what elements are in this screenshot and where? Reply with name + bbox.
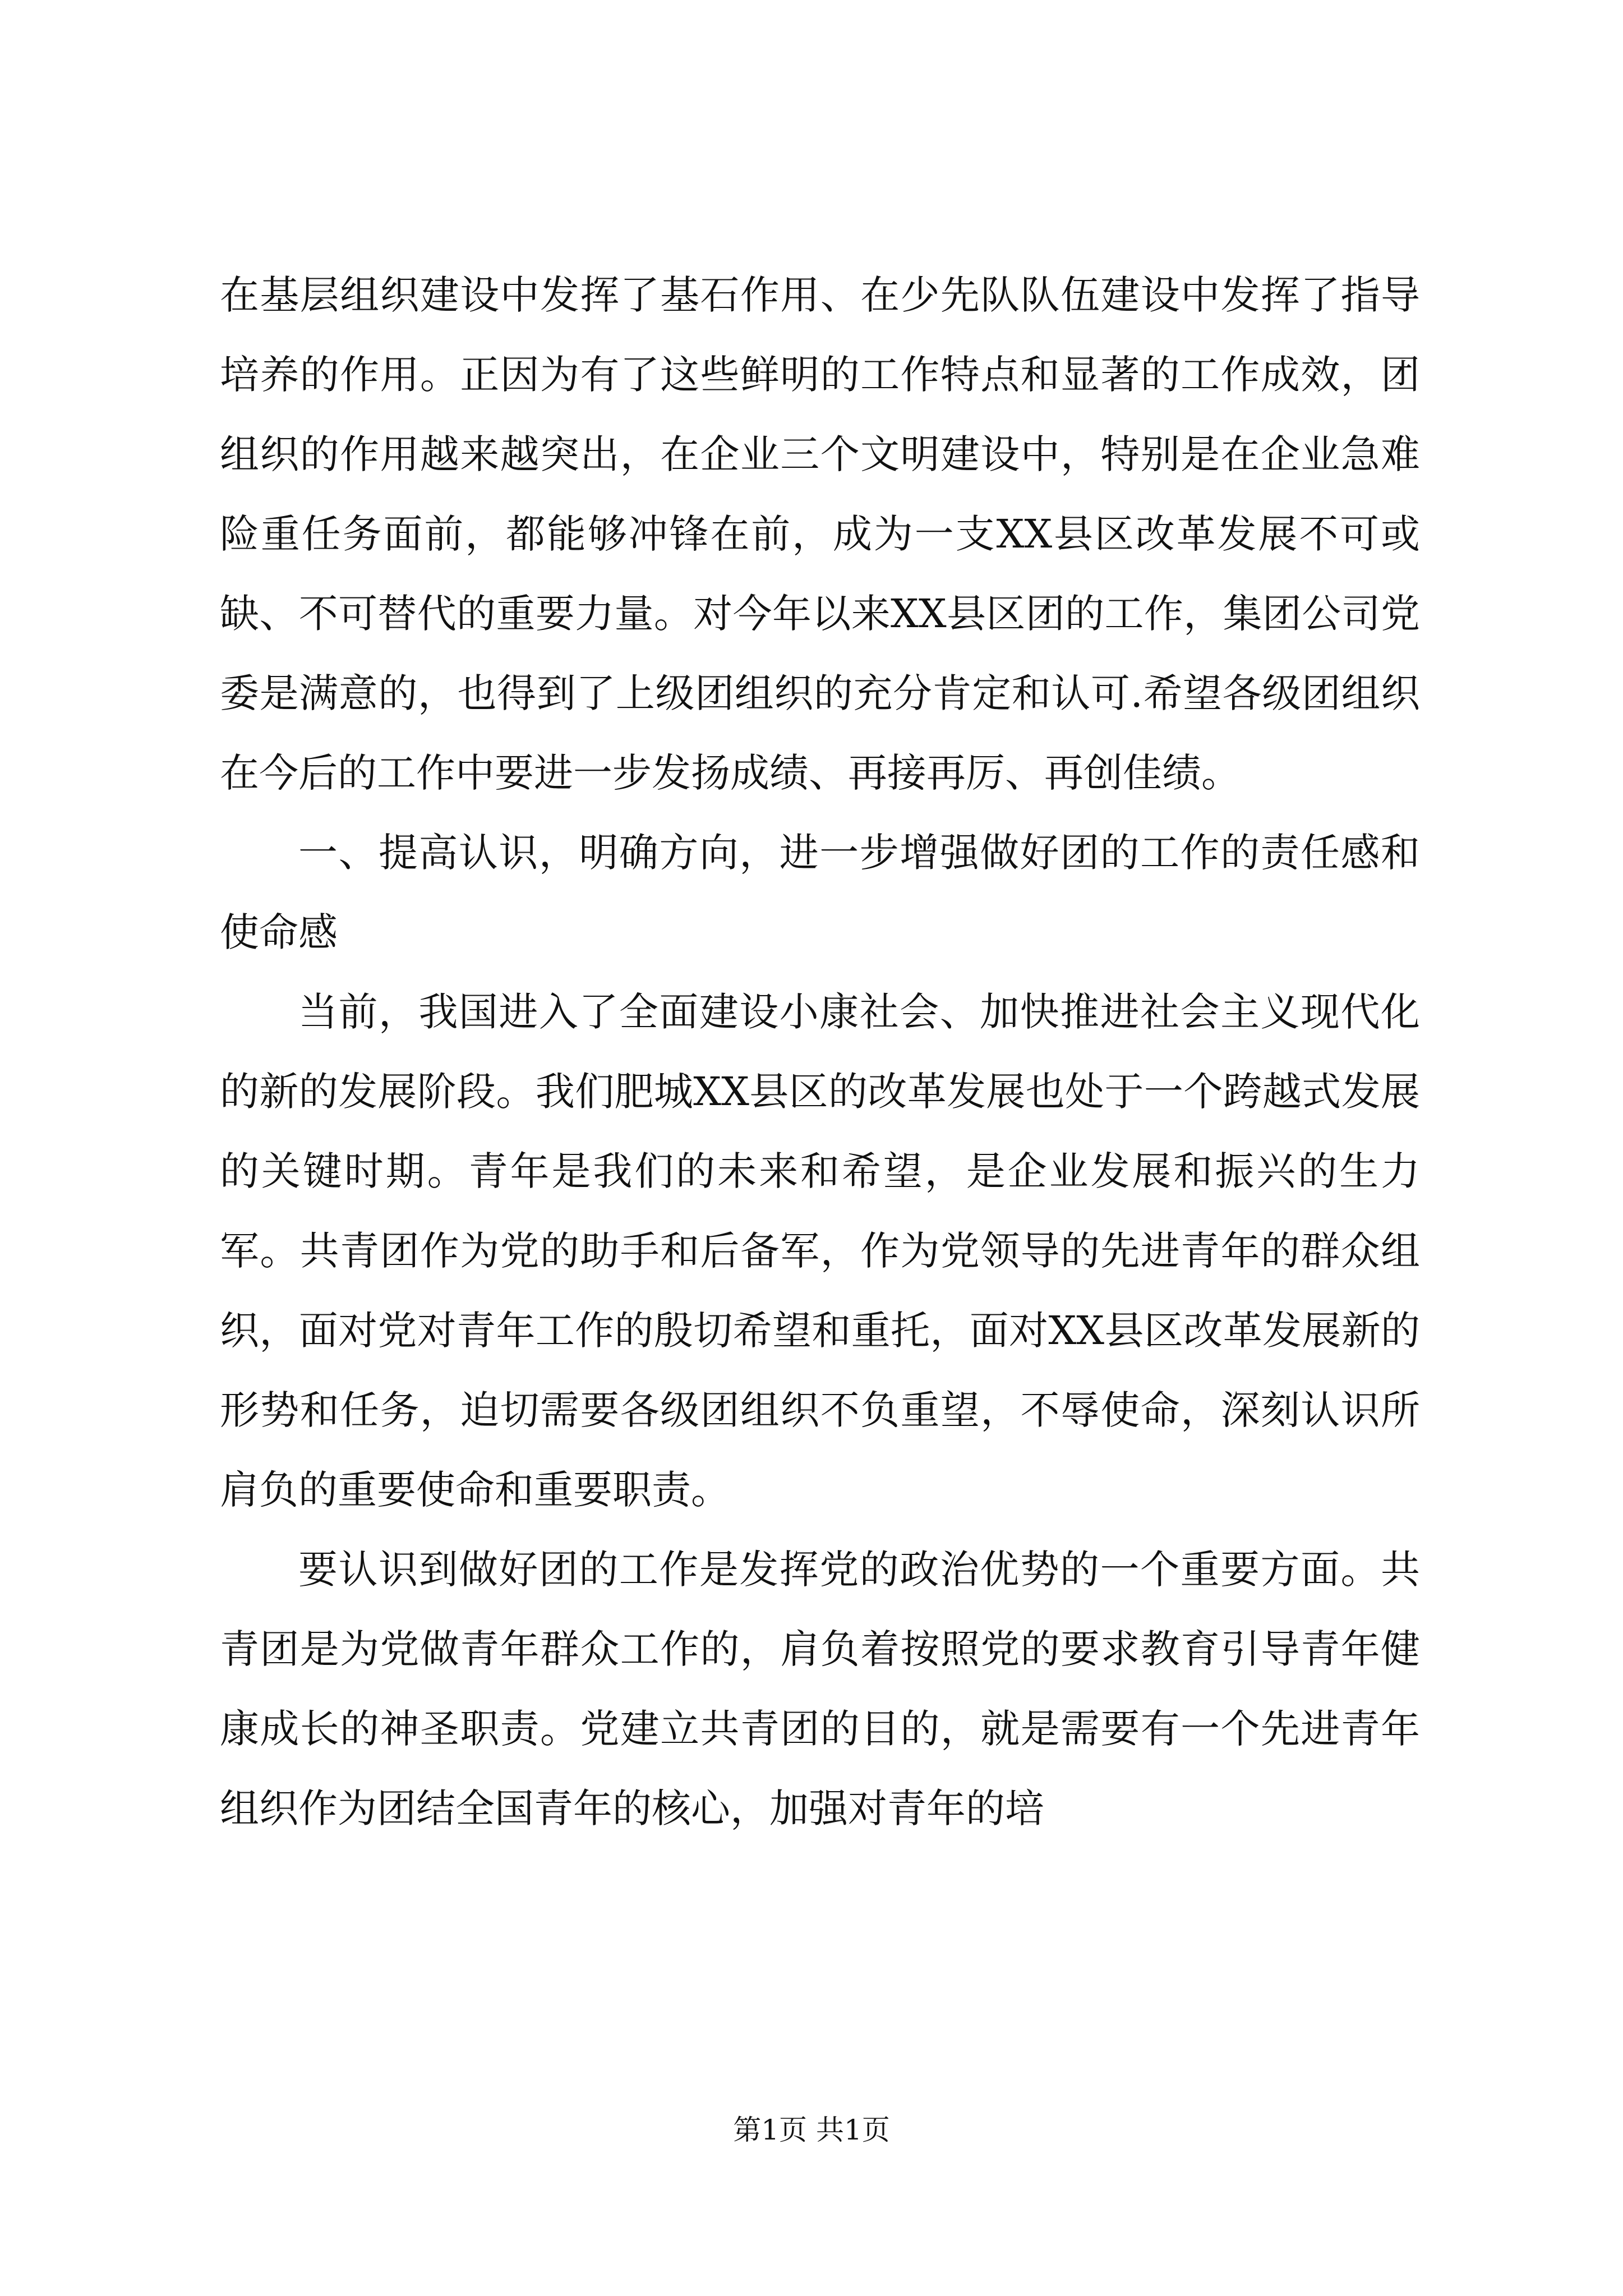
paragraph-1: 在基层组织建设中发挥了基石作用、在少先队队伍建设中发挥了指导培养的作用。正因为有了这些鲜明的工作特点和显著的工作成效，团组织的作用越来越突出，在企业三个文明建设中，特别是在企业急难险重任务面前，都能够冲锋在前，成为一支XX县区改革发展不可或缺、不可替代的重要力量。对今年以来XX县区团的工作，集团公司党委是满意的，也得到了上级团组织的充分肯定和认可.希望各级团组织在今后的工作中要进一步发扬成绩、再接再厉、再创佳绩。	[220, 272, 1420, 796]
paragraph-4: 要认识到做好团的工作是发挥党的政治优势的一个重要方面。共青团是为党做青年群众工作的，肩负着按照党的要求教育引导青年健康成长的神圣职责。党建立共青团的目的，就是需要有一个先进青年组织作为团结全国青年的核心，加强对青年的培	[220, 1547, 1420, 1832]
section-heading: 一、提高认识，明确方向，进一步增强做好团的工作的责任感和使命感	[220, 830, 1420, 955]
document-body	[220, 255, 1420, 1848]
page-footer: 第1页 共1页	[733, 2114, 890, 2146]
paragraph-3: 当前，我国进入了全面建设小康社会、加快推进社会主义现代化的新的发展阶段。我们肥城XX县区的改革发展也处于一个跨越式发展的关键时期。青年是我们的未来和希望，是企业发展和振兴的生力军。共青团作为党的助手和后备军，作为党领导的先进青年的群众组织，面对党对青年工作的殷切希望和重托，面对XX县区改革发展新的形势和任务，迫切需要各级团组织不负重望，不辱使命，深刻认识所肩负的重要使命和重要职责。	[220, 989, 1420, 1513]
